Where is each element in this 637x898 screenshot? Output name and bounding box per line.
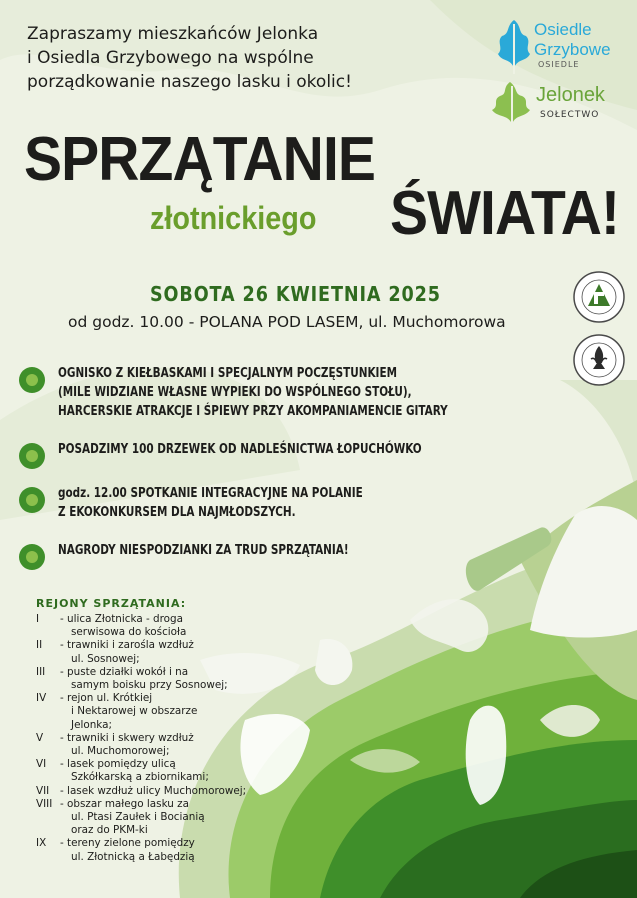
region-item [36,837,296,863]
region-line: ul. Sosnowej; [71,652,140,665]
region-line: - lasek wzdłuż ulicy Muchomorowej; [60,784,247,797]
green-dot-icon [18,543,46,571]
regions-list [36,613,296,864]
scout-badge [572,333,626,387]
intro-line-2: i Osiedla Grzybowego na wspólne [27,48,314,68]
region-line: ul. Muchomorowej; [71,745,170,758]
lasy-panstwowe-badge [572,270,626,324]
oak-leaf-blue-icon [492,16,536,76]
region-line: i Nektarowej w obszarze [71,705,198,718]
bullet-1-line-2: (MILE WIDZIANE WŁASNE WYPIEKI DO WSPÓLNEGO STOŁU), [58,385,412,400]
region-line: oraz do PKM-ki [71,824,148,837]
event-place: od godz. 10.00 - POLANA POD LASEM, ul. Muchomorowa [68,313,506,331]
region-line: Jelonka; [71,718,112,731]
region-number: I [36,613,40,625]
region-line: ul. Ptasi Zaułek i Bocianią [71,811,205,824]
region-number: VII [36,784,50,797]
bullet-1-line-3: HARCERSKIE ATRAKCJE I ŚPIEWY PRZY AKOMPANIAMENCIE GITARY [58,404,448,419]
region-number: VI [36,758,47,771]
region-line: serwisowa do kościoła [71,626,187,639]
osiedle-grzybowe-logo [492,14,632,76]
region-number: II [36,639,43,652]
intro-line-3: porządkowanie naszego lasku i okolic! [27,72,352,92]
title-sub: złotnickiego [150,200,317,236]
region-number: V [36,731,44,744]
region-line: ul. Złotnicką a Łabędzią [71,850,195,863]
region-line: - lasek pomiędzy ulicą [60,758,176,771]
region-item [36,692,296,732]
jelonek-logo [486,80,626,128]
region-item [36,639,296,665]
bullet-1-line-1: OGNISKO Z KIEŁBASKAMI I SPECJALNYM POCZĘSTUNKIEM [58,366,397,381]
bullet-3-line-2: Z EKOKONKURSEM DLA NAJMŁODSZYCH. [58,505,296,520]
regions-title: REJONY SPRZĄTANIA: [36,597,187,610]
region-number: IV [36,692,47,705]
region-line: - ulica Złotnicka - droga [60,613,183,625]
region-line: - obszar małego lasku za [60,797,189,810]
jelonek-logo-name: Jelonek [536,84,605,106]
osiedle-logo-line-1: Osiedle [534,20,592,39]
region-item [36,758,296,784]
region-line: - puste działki wokół i na [60,665,189,678]
region-line: samym boisku przy Sosnowej; [71,679,228,692]
green-dot-icon [18,442,46,470]
bullet-4-line-1: NAGRODY NIESPODZIANKI ZA TRUD SPRZĄTANIA! [58,543,349,558]
region-number: IX [36,837,47,850]
region-item [36,666,296,692]
region-item [36,613,296,639]
region-line: - tereny zielone pomiędzy [60,837,195,850]
region-line: - trawniki i skwery wzdłuż [60,731,194,744]
intro-text [27,22,427,94]
region-line: Szkółkarską a zbiornikami; [71,771,209,784]
intro-line-1: Zapraszamy mieszkańców Jelonka [27,24,319,44]
region-line: - rejon ul. Krótkiej [60,692,153,705]
event-date: SOBOTA 26 KWIETNIA 2025 [150,282,441,306]
osiedle-logo-sub: OSIEDLE [538,60,580,69]
title-main: SPRZĄTANIE [24,125,376,194]
region-number: VIII [36,797,53,810]
osiedle-logo-line-2: Grzybowe [534,40,611,59]
oak-leaf-green-icon [486,80,536,126]
region-item [36,732,296,758]
region-number: III [36,665,46,678]
region-item [36,785,296,798]
bullet-3-line-1: godz. 12.00 SPOTKANIE INTEGRACYJNE NA POLANIE [58,486,363,501]
title-end: ŚWIATA! [390,179,620,248]
green-dot-icon [18,366,46,394]
green-dot-icon [18,486,46,514]
jelonek-logo-sub: SOŁECTWO [540,110,600,120]
region-item [36,798,296,838]
bullet-2-line-1: POSADZIMY 100 DRZEWEK OD NADLEŚNICTWA ŁOPUCHÓWKO [58,442,422,457]
region-line: - trawniki i zarośla wzdłuż [60,639,194,652]
